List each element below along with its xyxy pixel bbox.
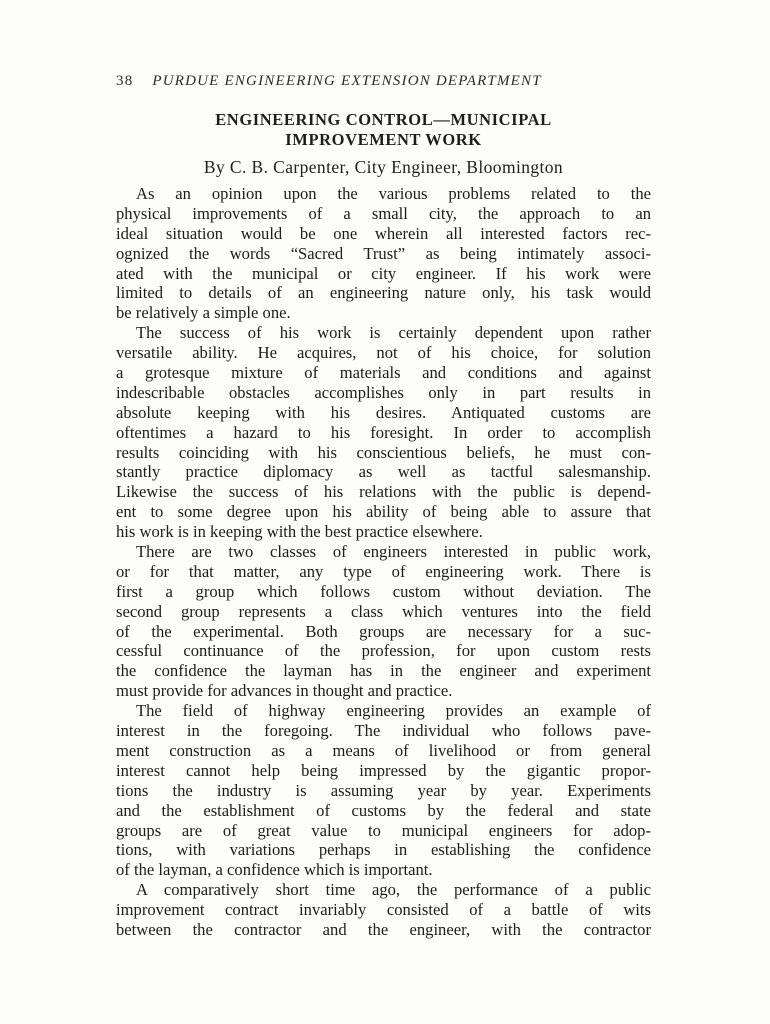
text-line: As an opinion upon the various problems related to the: [136, 184, 651, 203]
running-header: [116, 73, 656, 90]
text-line: or for that matter, any type of engineering work. There is: [116, 561, 651, 581]
text-line: groups are of great value to municipal engineers for adop-: [116, 820, 651, 840]
running-title: PURDUE ENGINEERING EXTENSION DEPARTMENT: [152, 73, 542, 89]
text-line: between the contractor and the engineer, with the contractor: [116, 919, 651, 939]
article-byline: By C. B. Carpenter, City Engineer, Bloomington: [203, 157, 564, 177]
text-line: cessful continuance of the profession, for upon custom rests: [116, 641, 651, 661]
text-line: tions, with variations perhaps in establishing the confidence: [116, 840, 651, 860]
article-body: [116, 184, 651, 940]
text-line: versatile ability. He acquires, not of his choice, for solution: [116, 343, 651, 363]
text-line: his work is in keeping with the best practice elsewhere.: [116, 522, 483, 542]
paragraph: [116, 184, 651, 323]
page-number: 38: [116, 73, 134, 89]
text-line: limited to details of an engineering nature only, his task would: [116, 283, 651, 303]
text-line: physical improvements of a small city, the approach to an: [116, 203, 651, 223]
text-line: The field of highway engineering provides an example of: [136, 701, 651, 721]
article-title-line: IMPROVEMENT WORK: [285, 130, 482, 149]
text-line: oftentimes a hazard to his foresight. In order to accomplish: [116, 422, 651, 442]
paragraph: [116, 880, 651, 940]
text-line: a grotesque mixture of materials and conditions and against: [116, 363, 651, 383]
article-title-line: ENGINEERING CONTROL—MUNICIPAL: [215, 110, 552, 129]
text-line: indescribable obstacles accomplishes only in part results in: [116, 382, 651, 402]
text-line: must provide for advances in thought and practice.: [116, 681, 453, 701]
text-line: improvement contract invariably consisted of a battle of wits: [116, 900, 651, 920]
text-line: ment construction as a means of livelihood or from general: [116, 740, 651, 760]
text-line: interest in the foregoing. The individual who follows pave-: [116, 721, 651, 741]
text-line: The success of his work is certainly dependent upon rather: [136, 323, 651, 343]
paragraph: [116, 701, 651, 880]
paragraph: [116, 542, 651, 701]
text-line: ideal situation would be one wherein all interested factors rec-: [116, 223, 651, 243]
text-line: ent to some degree upon his ability of being able to assure that: [116, 502, 651, 522]
text-line: the confidence the layman has in the engineer and experiment: [116, 661, 651, 681]
text-line: of the layman, a confidence which is important.: [116, 860, 433, 880]
text-line: There are two classes of engineers interested in public work,: [136, 542, 651, 562]
text-line: A comparatively short time ago, the performance of a public: [136, 880, 651, 900]
text-line: ated with the municipal or city engineer. If his work were: [116, 263, 651, 283]
text-line: first a group which follows custom without deviation. The: [116, 581, 651, 601]
text-line: be relatively a simple one.: [116, 303, 291, 323]
text-line: interest cannot help being impressed by the gigantic propor-: [116, 760, 651, 780]
text-line: tions the industry is assuming year by year. Experiments: [116, 780, 651, 800]
text-line: Likewise the success of his relations with the public is depend-: [116, 482, 651, 502]
article-title: [116, 110, 651, 150]
text-line: second group represents a class which ventures into the field: [116, 601, 651, 621]
text-line: absolute keeping with his desires. Antiquated customs are: [116, 402, 651, 422]
paragraph: [116, 323, 651, 542]
text-line: of the experimental. Both groups are necessary for a suc-: [116, 621, 651, 641]
text-line: ognized the words “Sacred Trust” as being intimately associ-: [116, 243, 651, 263]
text-line: stantly practice diplomacy as well as tactful salesmanship.: [116, 462, 651, 482]
text-line: results coinciding with his conscientious beliefs, he must con-: [116, 442, 651, 462]
text-line: and the establishment of customs by the federal and state: [116, 800, 651, 820]
